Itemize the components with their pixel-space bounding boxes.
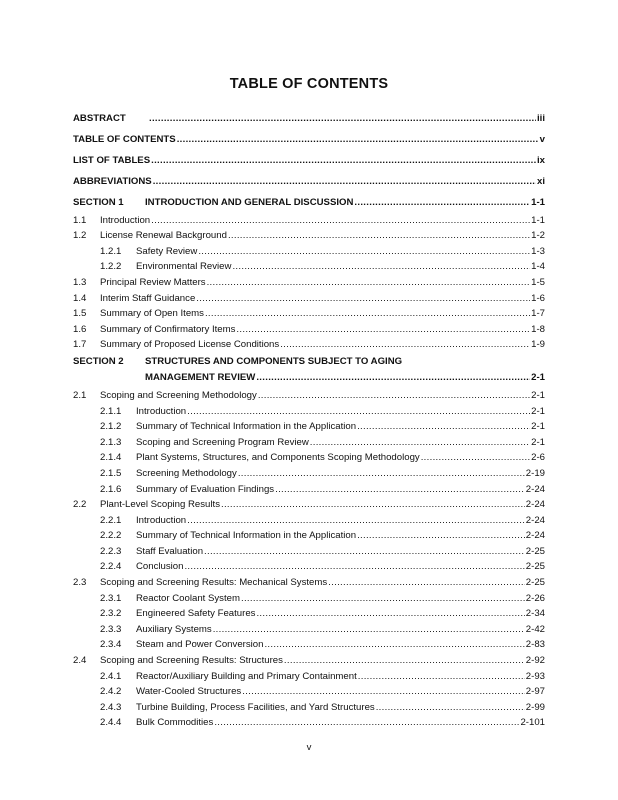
entry-number: 2.1.2 xyxy=(100,421,122,433)
entry-number: 2.2 xyxy=(73,499,87,511)
leader-dots xyxy=(187,405,530,418)
entry-title: Plant-Level Scoping Results xyxy=(100,499,220,511)
leader-dots xyxy=(149,112,536,125)
entry-title: Water-Cooled Structures xyxy=(136,686,242,698)
entry-number: 2.2.1 xyxy=(100,514,122,526)
toc-front-entry xyxy=(73,125,545,146)
entry-number: 2.4.1 xyxy=(100,670,122,682)
entry-number: 1.4 xyxy=(73,292,87,304)
leader-dots xyxy=(376,701,525,714)
leader-dots xyxy=(357,529,525,542)
page-title: TABLE OF CONTENTS xyxy=(229,76,389,92)
toc-entry xyxy=(73,480,545,496)
entry-number: 2.3.4 xyxy=(100,639,122,651)
leader-dots xyxy=(151,154,536,167)
leader-dots xyxy=(236,323,530,336)
entry-title: Summary of Confirmatory Items xyxy=(100,323,236,335)
entry-title: Plant Systems, Structures, and Components Scoping Methodology xyxy=(136,452,420,464)
entry-title: Conclusion xyxy=(136,561,184,573)
toc-entry xyxy=(73,211,545,227)
toc-entry xyxy=(73,227,545,243)
section-1-entries xyxy=(73,211,545,351)
page-number: 1-1 xyxy=(531,197,545,208)
toc-entry xyxy=(73,527,545,543)
page-number: xi xyxy=(536,176,545,187)
entry-title: Turbine Building, Process Facilities, and Yard Structures xyxy=(136,701,375,713)
entry-number: 2.2.3 xyxy=(100,545,122,557)
section-number: SECTION 1 xyxy=(73,197,124,208)
entry-title: Introduction xyxy=(136,405,187,417)
toc-entry xyxy=(73,305,545,321)
page-number: 2-25 xyxy=(525,545,545,557)
entry-number: 2.1.5 xyxy=(100,467,122,479)
toc-front-entry xyxy=(73,167,545,188)
front-matter-list xyxy=(73,104,545,188)
page-number: 2-24 xyxy=(525,530,545,542)
entry-title: Environmental Review xyxy=(136,261,232,273)
section-2-entries xyxy=(73,386,545,729)
entry-number: 2.1.6 xyxy=(100,483,122,495)
leader-dots xyxy=(205,307,530,320)
page-number: 1-1 xyxy=(531,214,545,226)
page-number: 2-25 xyxy=(525,577,545,589)
page-number: 2-6 xyxy=(531,452,545,464)
page-number: 2-42 xyxy=(525,623,545,635)
page-number: v xyxy=(539,134,545,145)
entry-title: Steam and Power Conversion xyxy=(136,639,264,651)
toc-entry xyxy=(73,683,545,699)
page-number: 2-24 xyxy=(525,483,545,495)
entry-title: Scoping and Screening Program Review xyxy=(136,436,309,448)
entry-title: Summary of Open Items xyxy=(100,308,204,320)
leader-dots xyxy=(177,133,539,146)
entry-title: Bulk Commodities xyxy=(136,717,214,729)
page-number: 1-5 xyxy=(531,276,545,288)
leader-dots xyxy=(204,545,525,558)
entry-title: Reactor Coolant System xyxy=(136,592,240,604)
toc-entry xyxy=(73,258,545,274)
leader-dots xyxy=(256,607,524,620)
entry-number: 2.1.1 xyxy=(100,405,122,417)
toc-entry xyxy=(73,573,545,589)
page-number: 2-1 xyxy=(531,389,545,401)
leader-dots xyxy=(153,175,536,188)
page-number: 2-26 xyxy=(525,592,545,604)
entry-title: Principal Review Matters xyxy=(100,276,206,288)
page-number: 2-93 xyxy=(525,670,545,682)
toc-entry xyxy=(73,433,545,449)
leader-dots xyxy=(184,560,524,573)
entry-number: 1.6 xyxy=(73,323,87,335)
page-number: 1-9 xyxy=(531,339,545,351)
page-number: 2-34 xyxy=(525,608,545,620)
leader-dots xyxy=(242,685,525,698)
leader-dots xyxy=(196,292,530,305)
entry-title: Introduction xyxy=(136,514,187,526)
toc-entry xyxy=(73,667,545,683)
leader-dots xyxy=(213,623,525,636)
leader-dots xyxy=(214,716,519,729)
entry-number: 2.4.2 xyxy=(100,686,122,698)
leader-dots xyxy=(354,196,530,209)
entry-number: 2.3.2 xyxy=(100,608,122,620)
entry-number: 2.3.3 xyxy=(100,623,122,635)
leader-dots xyxy=(310,436,530,449)
leader-dots xyxy=(221,498,525,511)
leader-dots xyxy=(264,638,524,651)
toc-entry xyxy=(73,402,545,418)
leader-dots xyxy=(232,260,530,273)
leader-dots xyxy=(284,654,525,667)
toc-entry xyxy=(73,542,545,558)
entry-title: Summary of Evaluation Findings xyxy=(136,483,275,495)
page-number: 2-1 xyxy=(531,436,545,448)
entry-number: 1.2 xyxy=(73,230,87,242)
page-number: ix xyxy=(536,155,545,166)
page-number: 1-6 xyxy=(531,292,545,304)
entry-number: 2.1 xyxy=(73,389,87,401)
entry-number: 2.4 xyxy=(73,655,87,667)
entry-number: 1.3 xyxy=(73,276,87,288)
table-of-contents xyxy=(73,104,545,729)
page-number: 2-1 xyxy=(531,372,545,384)
entry-number: 1.5 xyxy=(73,308,87,320)
entry-title: LIST OF TABLES xyxy=(73,155,151,166)
entry-title: Engineered Safety Features xyxy=(136,608,256,620)
leader-dots xyxy=(256,371,530,384)
entry-number: 2.2.4 xyxy=(100,561,122,573)
entry-title: Interim Staff Guidance xyxy=(100,292,196,304)
leader-dots xyxy=(275,483,525,496)
entry-title: Scoping and Screening Results: Structures xyxy=(100,655,283,667)
entry-number: 2.1.3 xyxy=(100,436,122,448)
page-number: 2-97 xyxy=(525,686,545,698)
page-number: 1-7 xyxy=(531,308,545,320)
toc-front-entry xyxy=(73,104,545,125)
page-number: 2-1 xyxy=(531,405,545,417)
toc-section-1 xyxy=(73,188,545,209)
toc-entry xyxy=(73,242,545,258)
toc-entry xyxy=(73,558,545,574)
leader-dots xyxy=(258,389,530,402)
entry-number: 2.3.1 xyxy=(100,592,122,604)
entry-title: Scoping and Screening Methodology xyxy=(100,389,257,401)
page-number: 2-25 xyxy=(525,561,545,573)
section-number: SECTION 2 xyxy=(73,356,124,368)
leader-dots xyxy=(357,420,530,433)
leader-dots xyxy=(207,276,531,289)
toc-front-entry xyxy=(73,146,545,167)
page-number: 2-1 xyxy=(531,421,545,433)
page-number: 1-8 xyxy=(531,323,545,335)
section-title-line1: STRUCTURES AND COMPONENTS SUBJECT TO AGING xyxy=(145,356,403,368)
toc-entry xyxy=(73,336,545,352)
page-number: 1-3 xyxy=(531,245,545,257)
leader-dots xyxy=(358,670,525,683)
entry-title: Screening Methodology xyxy=(136,467,237,479)
entry-number: 1.1 xyxy=(73,214,87,226)
entry-title: Reactor/Auxiliary Building and Primary Containment xyxy=(136,670,357,682)
entry-title: Scoping and Screening Results: Mechanical Systems xyxy=(100,577,328,589)
leader-dots xyxy=(238,467,525,480)
toc-entry xyxy=(73,273,545,289)
leader-dots xyxy=(151,214,530,227)
entry-number: 1.7 xyxy=(73,339,87,351)
entry-title: ABBREVIATIONS xyxy=(73,176,152,187)
entry-title: Introduction xyxy=(100,214,151,226)
entry-number: 2.2.2 xyxy=(100,530,122,542)
leader-dots xyxy=(187,514,525,527)
leader-dots xyxy=(328,576,525,589)
entry-number: 2.4.3 xyxy=(100,701,122,713)
entry-number: 2.4.4 xyxy=(100,717,122,729)
entry-title: ABSTRACT xyxy=(73,113,126,124)
leader-dots xyxy=(280,338,530,351)
toc-entry xyxy=(73,605,545,621)
entry-title: TABLE OF CONTENTS xyxy=(73,134,176,145)
entry-title: Summary of Technical Information in the Application xyxy=(136,421,357,433)
entry-number: 2.1.4 xyxy=(100,452,122,464)
entry-title: Auxiliary Systems xyxy=(136,623,212,635)
toc-entry xyxy=(73,320,545,336)
toc-entry xyxy=(73,496,545,512)
page-number: iii xyxy=(537,113,545,124)
page-number: 1-4 xyxy=(531,261,545,273)
toc-entry xyxy=(73,511,545,527)
entry-title: License Renewal Background xyxy=(100,230,227,242)
entry-title: Staff Evaluation xyxy=(136,545,204,557)
entry-title: Safety Review xyxy=(136,245,198,257)
toc-section-2 xyxy=(73,355,545,384)
page-footer-number: v xyxy=(306,742,312,753)
entry-title: Summary of Technical Information in the Application xyxy=(136,530,357,542)
section-title-line2: MANAGEMENT REVIEW xyxy=(145,372,256,384)
leader-dots xyxy=(228,229,530,242)
toc-entry xyxy=(73,386,545,402)
page-number: 1-2 xyxy=(531,230,545,242)
entry-number: 2.3 xyxy=(73,577,87,589)
leader-dots xyxy=(198,245,530,258)
entry-number: 1.2.2 xyxy=(100,261,122,273)
page-number: 2-101 xyxy=(520,717,545,729)
toc-entry xyxy=(73,418,545,434)
page-number: 2-24 xyxy=(525,514,545,526)
entry-number: 1.2.1 xyxy=(100,245,122,257)
entry-title: Summary of Proposed License Conditions xyxy=(100,339,280,351)
toc-entry xyxy=(73,464,545,480)
toc-entry xyxy=(73,714,545,730)
toc-entry xyxy=(73,449,545,465)
toc-entry xyxy=(73,636,545,652)
page-number: 2-83 xyxy=(525,639,545,651)
toc-entry xyxy=(73,289,545,305)
page-number: 2-19 xyxy=(525,467,545,479)
page-number: 2-92 xyxy=(525,655,545,667)
page-number: 2-99 xyxy=(525,701,545,713)
page-number: 2-24 xyxy=(525,499,545,511)
leader-dots xyxy=(241,592,525,605)
toc-entry xyxy=(73,620,545,636)
toc-entry xyxy=(73,698,545,714)
toc-entry xyxy=(73,651,545,667)
toc-entry xyxy=(73,589,545,605)
section-title: INTRODUCTION AND GENERAL DISCUSSION xyxy=(145,197,354,208)
leader-dots xyxy=(421,451,530,464)
